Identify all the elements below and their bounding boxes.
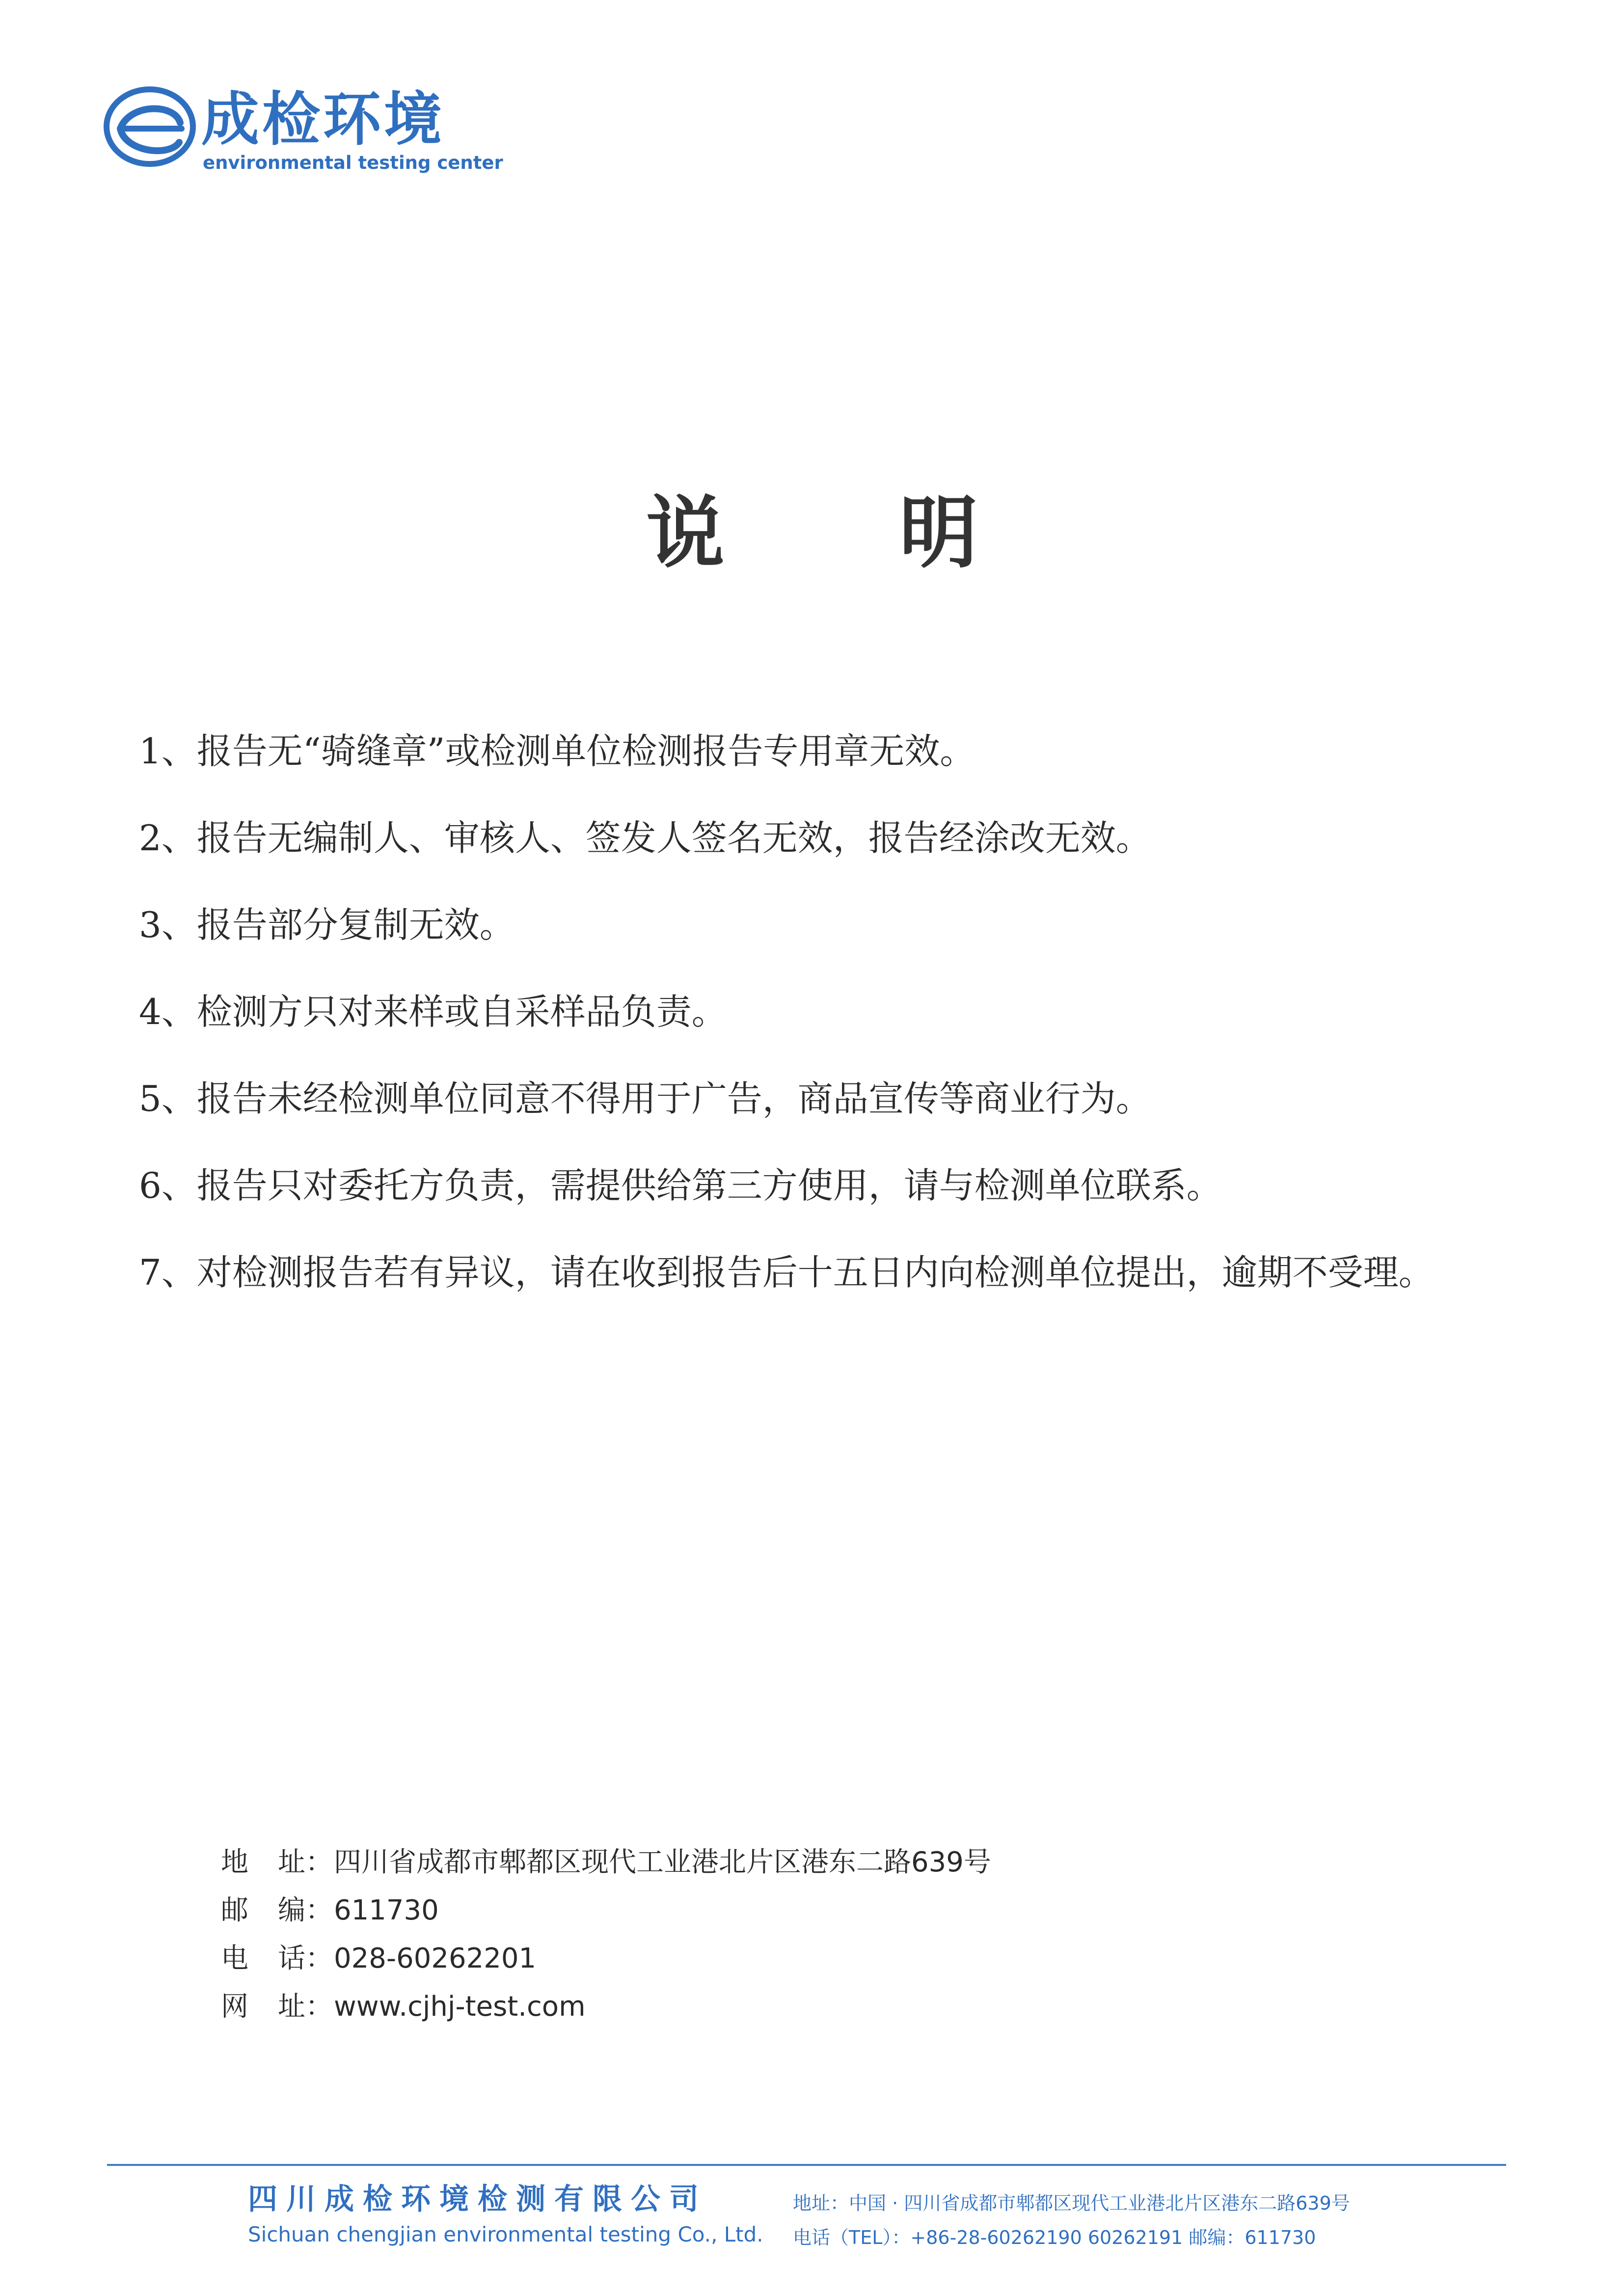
- note-item: 1、报告无“骑缝章”或检测单位检测报告专用章无效。: [139, 730, 975, 772]
- footer-company-cn: 四川成检环境检测有限公司: [248, 2182, 707, 2216]
- contact-label: 电 话：: [221, 1943, 333, 1974]
- contact-label: 网 址：: [221, 1991, 333, 2023]
- note-item: 3、报告部分复制无效。: [139, 904, 515, 945]
- logo-text-cn: 成检环境: [201, 85, 445, 153]
- note-item: 4、检测方只对来样或自采样品负责。: [139, 991, 727, 1032]
- contact-label: 邮 编：: [221, 1894, 333, 1926]
- note-item: 2、报告无编制人、审核人、签发人签名无效，报告经涂改无效。: [139, 817, 1151, 859]
- contact-block: [221, 1838, 991, 2031]
- contact-value: 611730: [334, 1894, 439, 1926]
- note-item: 6、报告只对委托方负责，需提供给第三方使用，请与检测单位联系。: [139, 1165, 1222, 1206]
- notes-list: [139, 727, 1563, 1335]
- contact-postcode: [221, 1887, 991, 1935]
- contact-value: 四川省成都市郫都区现代工业港北片区港东二路639号: [334, 1846, 991, 1878]
- contact-phone: [221, 1935, 991, 1983]
- contact-label: 地 址：: [221, 1846, 333, 1878]
- note-item: 7、对检测报告若有异议，请在收到报告后十五日内向检测单位提出，逾期不受理。: [139, 1252, 1434, 1293]
- page-title: 说 明: [646, 486, 1052, 579]
- footer-phone: 电话（TEL）：+86-28-60262190 60262191 邮编：611730: [793, 2227, 1316, 2248]
- contact-website: [221, 1983, 991, 2031]
- contact-value: 028-60262201: [334, 1943, 537, 1974]
- company-logo: [101, 83, 503, 182]
- footer-divider: [107, 2164, 1506, 2166]
- note-item: 5、报告未经检测单位同意不得用于广告，商品宣传等商业行为。: [139, 1078, 1151, 1119]
- e-globe-logo-icon: [101, 83, 199, 167]
- logo-text-en: environmental testing center: [203, 152, 503, 173]
- contact-address: [221, 1838, 991, 1887]
- contact-value: www.cjhj-test.com: [334, 1991, 586, 2023]
- footer-address: 地址：中国 · 四川省成都市郫都区现代工业港北片区港东二路639号: [793, 2192, 1350, 2214]
- footer-company-en: Sichuan chengjian environmental testing Co., Ltd.: [248, 2222, 763, 2246]
